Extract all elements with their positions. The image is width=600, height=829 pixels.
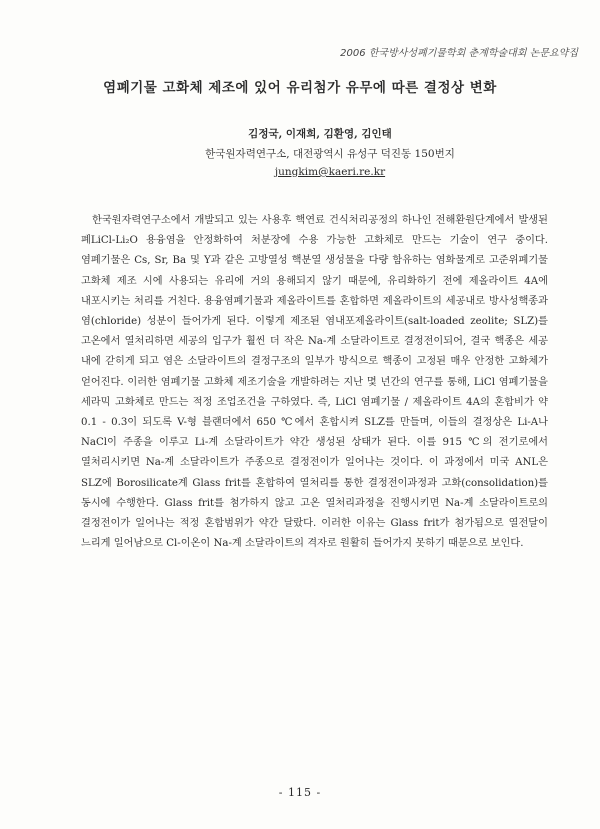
paper-authors: 김정국, 이재희, 김환영, 김인태 [248, 128, 392, 140]
abstract-body [81, 211, 548, 554]
author-email[interactable]: jungkim@kaeri.re.kr [274, 166, 386, 178]
conference-header: 2006 한국방사성폐기물학회 춘계학술대회 논문요약집 [340, 48, 578, 59]
paper-title: 염폐기물 고화체 제조에 있어 유리첨가 유무에 따른 결정상 변화 [103, 80, 497, 96]
page-number: - 115 - [278, 786, 322, 799]
abstract-paragraph: 한국원자력연구소에서 개발되고 있는 사용후 핵연료 건식처리공정의 하나인 전해환원단계에서 발생된 폐LiCl-Li₂O 용융염을 안정화하여 처분장에 수용 가능한 고화체로 만드는 기술이 연구 중이다. 염폐기물은 Cs, Sr, Ba 및 Y과 같은 고방열성 핵분열 생성물을 다량 함유하는 염화물계로 고준위폐기물 고화체 제조 시에 사용되는 유리에 거의 용해되지 않기 때문에, 유리화하기 전에 제올라이트 4A에 내포시키는 처리를 거친다. 용융염폐기물과 제올라이트를 혼합하면 제올라이트의 세공내로 방사성핵종과 염(chloride) 성분이 들어가게 된다. 이렇게 제조된 염내포제올라이트(salt-loaded zeolite; SLZ)를 고온에서 열처리하면 세공의 입구가 훨씬 더 작은 Na-계 소달라이트로 결정전이되어, 결국 핵종은 세공 내에 갇히게 되고 염은 소달라이트의 결정구조의 일부가 방식으로 핵종이 고정된 매우 안정한 고화체가 얻어진다. 이러한 염폐기물 고화체 제조기술을 개발하려는 지난 몇 년간의 연구를 통해, LiCl 염폐기물을 세라믹 고화체로 만드는 적정 조업조건을 구하였다. 즉, LiCl 염폐기물 / 제올라이트 4A의 혼합비가 약 0.1 - 0.3이 되도록 V-형 블랜더에서 650 ℃에서 혼합시켜 SLZ를 만들며, 이들의 결정상은 Li-A나 NaCl이 주종을 이루고 Li-계 소달라이트가 약간 생성된 상태가 된다. 이를 915 ℃의 전기로에서 열처리시키면 Na-계 소달라이트가 주종으로 결정전이가 일어나는 것이다. 이 과정에서 미국 ANL은 SLZ에 Borosilicate계 Glass frit를 혼합하여 열처리를 통한 결정전이과정과 고화(consolidation)를 동시에 수행한다. Glass frit를 첨가하지 않고 고온 열처리과정을 진행시키면 Na-계 소달라이트로의 결정전이가 일어나는 적정 혼합범위가 약간 달랐다. 이러한 이유는 Glass frit가 첨가됨으로 열전달이 느리게 일어남으로 Cl-이온이 Na-계 소달라이트의 격자로 원활히 들어가지 못하기 때문으로 보인다. [81, 215, 548, 550]
author-affiliation: 한국원자력연구소, 대전광역시 유성구 덕진동 150번지 [205, 148, 455, 160]
